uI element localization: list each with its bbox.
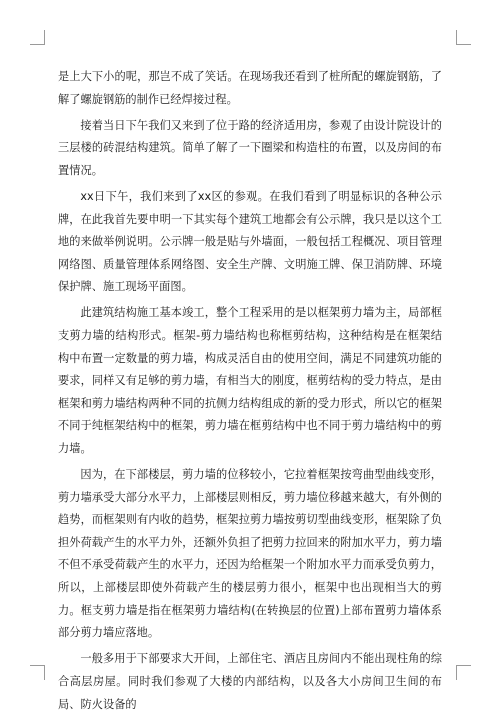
crop-mark-top-right	[456, 30, 471, 45]
paragraph-4: 此建筑结构施工基本竣工，整个工程采用的是以框架剪力墙为主，局部框支剪力墙的结构形式。框架-剪力墙结构也称框剪结构，这种结构是在框架结构中布置一定数量的剪力墙，构成灵活自由的使用空间，满足不同建筑功能的要求，同样又有足够的剪力墙，有相当大的刚度，框剪结构的受力特点，是由框架和剪力墙结构两种不同的抗侧力结构组成的新的受力形式，所以它的框架不同于纯框架结构中的框架，剪力墙在框剪结构中也不同于剪力墙结构中的剪力墙。	[58, 306, 442, 455]
paragraph-5: 因为，在下部楼层，剪力墙的位移较小，它拉着框架按弯曲型曲线变形，剪力墙承受大部分水平力，上部楼层则相反，剪力墙位移越来越大，有外侧的趋势，而框架则有内收的趋势，框架拉剪力墙按剪切型曲线变形，框架除了负担外荷载产生的水平力外，还额外负担了把剪力拉回来的附加水平力，剪力墙不但不承受荷载产生的水平力，还因为给框架一个附加水平力而承受负剪力，所以，上部楼层即使外荷载产生的楼层剪力很小，框架中也出现相当大的剪力。框支剪力墙是指在框架剪力墙结构(在转换层的位置)上部布置剪力墙体系部分剪力墙应落地。	[58, 468, 442, 640]
crop-mark-top-left	[30, 30, 45, 45]
paragraph-6: 一般多用于下部要求大开间，上部住宅、酒店且房间内不能出现柱角的综合高层房屋。同时我们参观了大楼的内部结构，以及各大小房间卫生间的布局、防火设备的	[58, 652, 442, 711]
document-body	[58, 66, 442, 720]
paragraph-3: xx日下午，我们来到了xx区的参观。在我们看到了明显标识的各种公示牌，在此我首先要申明一下其实每个建筑工地都会有公示牌，我只是以这个工地的来做举例说明。公示牌一般是贴与外墙面，一般包括工程概况、项目管理网络图、质量管理体系网络图、安全生产牌、文明施工牌、保卫消防牌、环境保护牌、施工现场平面图。	[58, 189, 442, 294]
crop-mark-bottom-left	[30, 665, 45, 680]
paragraph-1: 是上大下小的呢，那岂不成了笑话。在现场我还看到了桩所配的螺旋钢筋，了解了螺旋钢筋的制作已经焊接过程。	[58, 70, 442, 106]
crop-mark-bottom-right	[456, 665, 471, 680]
paragraph-2: 接着当日下午我们又来到了位于路的经济适用房，参观了由设计院设计的三层楼的砖混结构建筑。简单了解了一下圈梁和构造柱的布置，以及房间的布置情况。	[58, 118, 442, 177]
